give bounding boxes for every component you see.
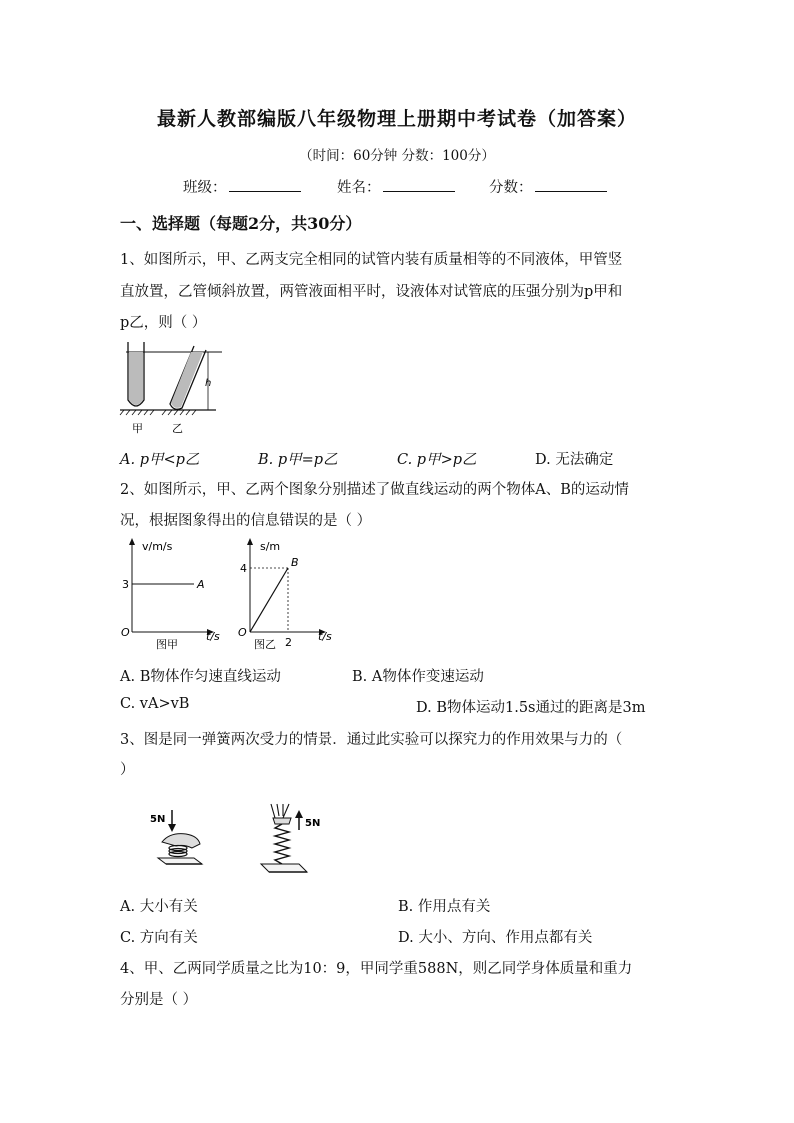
q2-velocity-time-graph (118, 536, 228, 654)
graph-a-xlabel: t/s (206, 630, 220, 643)
q3-line-2: ） (120, 762, 135, 778)
q1-line-3: p乙，则（ ） (120, 315, 207, 331)
graph-b-xlabel: t/s (318, 630, 332, 643)
score-blank[interactable] (535, 177, 607, 192)
q2-displacement-time-graph (232, 536, 342, 654)
q1-yi-label: 乙 (172, 422, 183, 435)
exam-info: （时间：60分钟 分数：100分） (299, 148, 495, 164)
graph-b-series-label: B (291, 556, 299, 569)
q1-test-tube-figure (116, 338, 226, 438)
q1-line-1: 1、如图所示，甲、乙两支完全相同的试管内装有质量相等的不同液体，甲管竖 (120, 252, 623, 268)
name-label: 姓名： (337, 180, 381, 196)
q3-compressed-spring-figure (148, 808, 210, 870)
section-heading: 一、选择题（每题2分，共30分） (120, 214, 362, 233)
graph-a-series-label: A (197, 578, 205, 591)
q4-line-2: 分别是（ ） (120, 992, 198, 1008)
graph-a-y-tick: 3 (122, 578, 129, 591)
graph-a-ylabel: v/m/s (142, 540, 173, 553)
q2-option-b[interactable]: B. A物体作变速运动 (352, 669, 484, 685)
name-field (337, 176, 455, 197)
graph-b-x-tick: 2 (285, 636, 292, 649)
q3-option-d[interactable]: D. 大小、方向、作用点都有关 (398, 930, 593, 946)
q1-option-d[interactable]: D. 无法确定 (535, 452, 614, 468)
q4-line-1: 4、甲、乙两同学质量之比为10：9，甲同学重588N，则乙同学身体质量和重力 (120, 961, 633, 977)
score-label: 分数： (489, 180, 533, 196)
q1-option-c[interactable]: C. p甲>p乙 (397, 452, 477, 468)
q1-option-a[interactable]: A. p甲<p乙 (120, 452, 200, 468)
graph-b-y-tick: 4 (240, 562, 247, 575)
q3-right-force-label: 5N (305, 818, 321, 829)
q2-line-2: 况，根据图象得出的信息错误的是（ ） (120, 513, 372, 529)
graph-b-caption: 图乙 (254, 638, 276, 651)
q2-option-c[interactable]: C. vA>vB (120, 696, 190, 712)
class-field (183, 176, 301, 197)
graph-b-ylabel: s/m (260, 540, 281, 553)
graph-b-origin: O (238, 626, 247, 639)
q2-option-d[interactable]: D. B物体运动1.5s通过的距离是3m (416, 700, 646, 716)
q1-h-label: h (205, 378, 212, 389)
q3-option-b[interactable]: B. 作用点有关 (398, 899, 491, 915)
class-blank[interactable] (229, 177, 301, 192)
q1-line-2: 直放置，乙管倾斜放置，两管液面相平时，设液体对试管底的压强分别为p甲和 (120, 284, 623, 300)
score-field (489, 176, 607, 197)
class-label: 班级： (183, 180, 227, 196)
page-title: 最新人教部编版八年级物理上册期中考试卷（加答案） (156, 108, 637, 130)
graph-a-origin: O (121, 626, 130, 639)
q2-line-1: 2、如图所示，甲、乙两个图象分别描述了做直线运动的两个物体A、B的运动情 (120, 482, 629, 498)
q2-option-a[interactable]: A. B物体作匀速直线运动 (120, 669, 281, 685)
q3-option-c[interactable]: C. 方向有关 (120, 930, 198, 946)
q1-option-b[interactable]: B. p甲=p乙 (258, 452, 338, 468)
graph-a-caption: 图甲 (156, 638, 178, 651)
q3-line-1: 3、图是同一弹簧两次受力的情景．通过此实验可以探究力的作用效果与力的（ (120, 732, 623, 748)
name-blank[interactable] (383, 177, 455, 192)
q3-stretched-spring-figure (255, 800, 323, 882)
q1-jia-label: 甲 (132, 422, 143, 435)
q3-left-force-label: 5N (150, 814, 166, 825)
q3-option-a[interactable]: A. 大小有关 (120, 899, 198, 915)
